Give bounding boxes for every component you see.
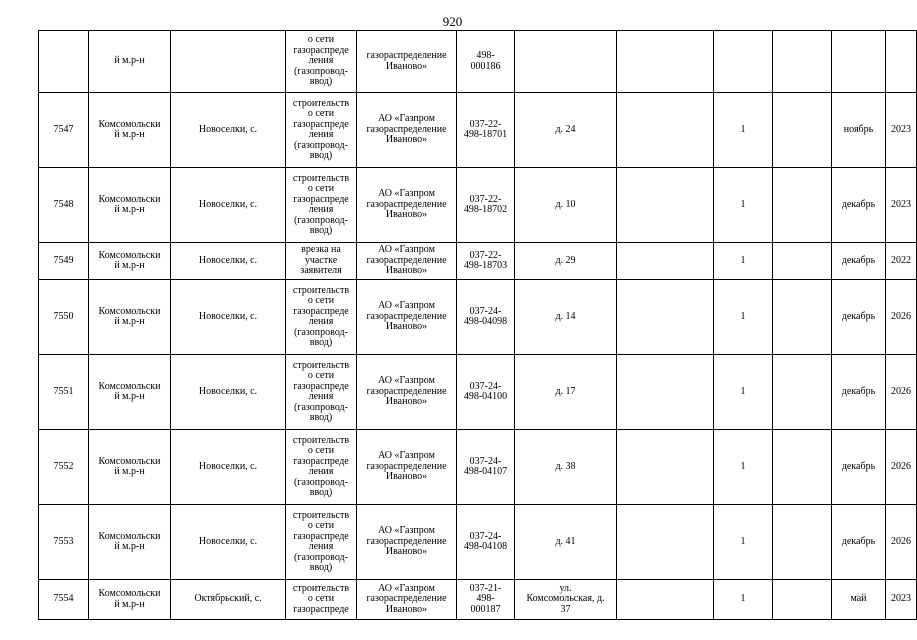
table-body <box>39 31 917 620</box>
cell-month: декабрь <box>832 505 886 580</box>
cell-empty-2 <box>773 355 832 430</box>
cell-year: 2023 <box>886 168 917 243</box>
cell-organization: АО «Газпром газораспределение Иваново» <box>357 168 457 243</box>
table-row <box>39 168 917 243</box>
cell-year: 2026 <box>886 430 917 505</box>
cell-month: декабрь <box>832 430 886 505</box>
cell-settlement: Новоселки, с. <box>171 168 286 243</box>
cell-municipality: Комсомольски й м.р-н <box>89 93 171 168</box>
cell-number: 7551 <box>39 355 89 430</box>
cell-address <box>515 31 617 93</box>
cell-settlement: Октябрьский, с. <box>171 580 286 620</box>
cell-year: 2026 <box>886 505 917 580</box>
cell-number: 7553 <box>39 505 89 580</box>
gas-connections-table <box>38 30 917 620</box>
cell-work-type: врезка на участке заявителя <box>286 243 357 280</box>
cell-contract: 037-22- 498-18703 <box>457 243 515 280</box>
cell-quantity <box>714 31 773 93</box>
cell-address: д. 41 <box>515 505 617 580</box>
cell-contract: 037-21- 498- 000187 <box>457 580 515 620</box>
cell-empty-1 <box>617 580 714 620</box>
table-row <box>39 93 917 168</box>
cell-empty-2 <box>773 243 832 280</box>
cell-municipality: Комсомольски й м.р-н <box>89 168 171 243</box>
cell-municipality: Комсомольски й м.р-н <box>89 243 171 280</box>
cell-address: д. 14 <box>515 280 617 355</box>
cell-quantity: 1 <box>714 168 773 243</box>
cell-organization: газораспределение Иваново» <box>357 31 457 93</box>
cell-municipality: Комсомольски й м.р-н <box>89 505 171 580</box>
cell-number: 7547 <box>39 93 89 168</box>
cell-empty-1 <box>617 168 714 243</box>
cell-address: д. 10 <box>515 168 617 243</box>
table-row <box>39 580 917 620</box>
cell-organization: АО «Газпром газораспределение Иваново» <box>357 580 457 620</box>
cell-number <box>39 31 89 93</box>
cell-quantity: 1 <box>714 430 773 505</box>
cell-month <box>832 31 886 93</box>
cell-empty-2 <box>773 430 832 505</box>
cell-settlement: Новоселки, с. <box>171 243 286 280</box>
cell-settlement: Новоселки, с. <box>171 355 286 430</box>
cell-work-type: строительств о сети газораспреде ления (газопровод- ввод) <box>286 430 357 505</box>
cell-empty-2 <box>773 505 832 580</box>
table-row <box>39 355 917 430</box>
cell-contract: 498- 000186 <box>457 31 515 93</box>
cell-empty-2 <box>773 168 832 243</box>
cell-address: д. 24 <box>515 93 617 168</box>
cell-address: д. 17 <box>515 355 617 430</box>
cell-municipality: Комсомольски й м.р-н <box>89 580 171 620</box>
cell-empty-2 <box>773 280 832 355</box>
cell-month: декабрь <box>832 280 886 355</box>
cell-contract: 037-24- 498-04098 <box>457 280 515 355</box>
table-row <box>39 505 917 580</box>
cell-month: ноябрь <box>832 93 886 168</box>
cell-number: 7548 <box>39 168 89 243</box>
cell-municipality: Комсомольски й м.р-н <box>89 280 171 355</box>
cell-work-type: строительств о сети газораспреде ления (газопровод- ввод) <box>286 168 357 243</box>
cell-address: д. 38 <box>515 430 617 505</box>
cell-quantity: 1 <box>714 280 773 355</box>
cell-work-type: строительств о сети газораспреде <box>286 580 357 620</box>
cell-contract: 037-24- 498-04100 <box>457 355 515 430</box>
cell-work-type: строительств о сети газораспреде ления (газопровод- ввод) <box>286 355 357 430</box>
cell-quantity: 1 <box>714 355 773 430</box>
cell-contract: 037-24- 498-04107 <box>457 430 515 505</box>
cell-quantity: 1 <box>714 243 773 280</box>
cell-municipality: Комсомольски й м.р-н <box>89 430 171 505</box>
cell-contract: 037-22- 498-18702 <box>457 168 515 243</box>
cell-month: декабрь <box>832 243 886 280</box>
cell-work-type: строительств о сети газораспреде ления (газопровод- ввод) <box>286 280 357 355</box>
cell-work-type: строительств о сети газораспреде ления (газопровод- ввод) <box>286 505 357 580</box>
cell-contract: 037-24- 498-04108 <box>457 505 515 580</box>
cell-organization: АО «Газпром газораспределение Иваново» <box>357 280 457 355</box>
cell-empty-1 <box>617 93 714 168</box>
cell-organization: АО «Газпром газораспределение Иваново» <box>357 430 457 505</box>
cell-address: ул. Комсомольская, д. 37 <box>515 580 617 620</box>
cell-empty-1 <box>617 505 714 580</box>
cell-organization: АО «Газпром газораспределение Иваново» <box>357 505 457 580</box>
cell-municipality: й м.р-н <box>89 31 171 93</box>
cell-number: 7554 <box>39 580 89 620</box>
table-row <box>39 243 917 280</box>
table-row-continuation <box>39 31 917 93</box>
cell-contract: 037-22- 498-18701 <box>457 93 515 168</box>
cell-organization: АО «Газпром газораспределение Иваново» <box>357 243 457 280</box>
cell-year: 2026 <box>886 280 917 355</box>
cell-address: д. 29 <box>515 243 617 280</box>
cell-quantity: 1 <box>714 93 773 168</box>
cell-municipality: Комсомольски й м.р-н <box>89 355 171 430</box>
cell-year: 2026 <box>886 355 917 430</box>
cell-settlement <box>171 31 286 93</box>
cell-quantity: 1 <box>714 580 773 620</box>
cell-number: 7552 <box>39 430 89 505</box>
cell-year: 2022 <box>886 243 917 280</box>
cell-month: декабрь <box>832 355 886 430</box>
cell-empty-1 <box>617 355 714 430</box>
cell-organization: АО «Газпром газораспределение Иваново» <box>357 93 457 168</box>
cell-month: декабрь <box>832 168 886 243</box>
cell-year <box>886 31 917 93</box>
cell-quantity: 1 <box>714 505 773 580</box>
cell-empty-2 <box>773 580 832 620</box>
cell-number: 7550 <box>39 280 89 355</box>
cell-number: 7549 <box>39 243 89 280</box>
cell-settlement: Новоселки, с. <box>171 280 286 355</box>
cell-year: 2023 <box>886 580 917 620</box>
cell-empty-2 <box>773 31 832 93</box>
cell-settlement: Новоселки, с. <box>171 93 286 168</box>
cell-settlement: Новоселки, с. <box>171 505 286 580</box>
page-number: 920 <box>442 14 463 29</box>
cell-empty-2 <box>773 93 832 168</box>
cell-month: май <box>832 580 886 620</box>
cell-empty-1 <box>617 31 714 93</box>
cell-year: 2023 <box>886 93 917 168</box>
cell-empty-1 <box>617 280 714 355</box>
cell-work-type: строительств о сети газораспреде ления (газопровод- ввод) <box>286 93 357 168</box>
cell-work-type: о сети газораспреде ления (газопровод- ввод) <box>286 31 357 93</box>
cell-settlement: Новоселки, с. <box>171 430 286 505</box>
cell-empty-1 <box>617 243 714 280</box>
cell-empty-1 <box>617 430 714 505</box>
table-row <box>39 430 917 505</box>
table-row <box>39 280 917 355</box>
cell-organization: АО «Газпром газораспределение Иваново» <box>357 355 457 430</box>
